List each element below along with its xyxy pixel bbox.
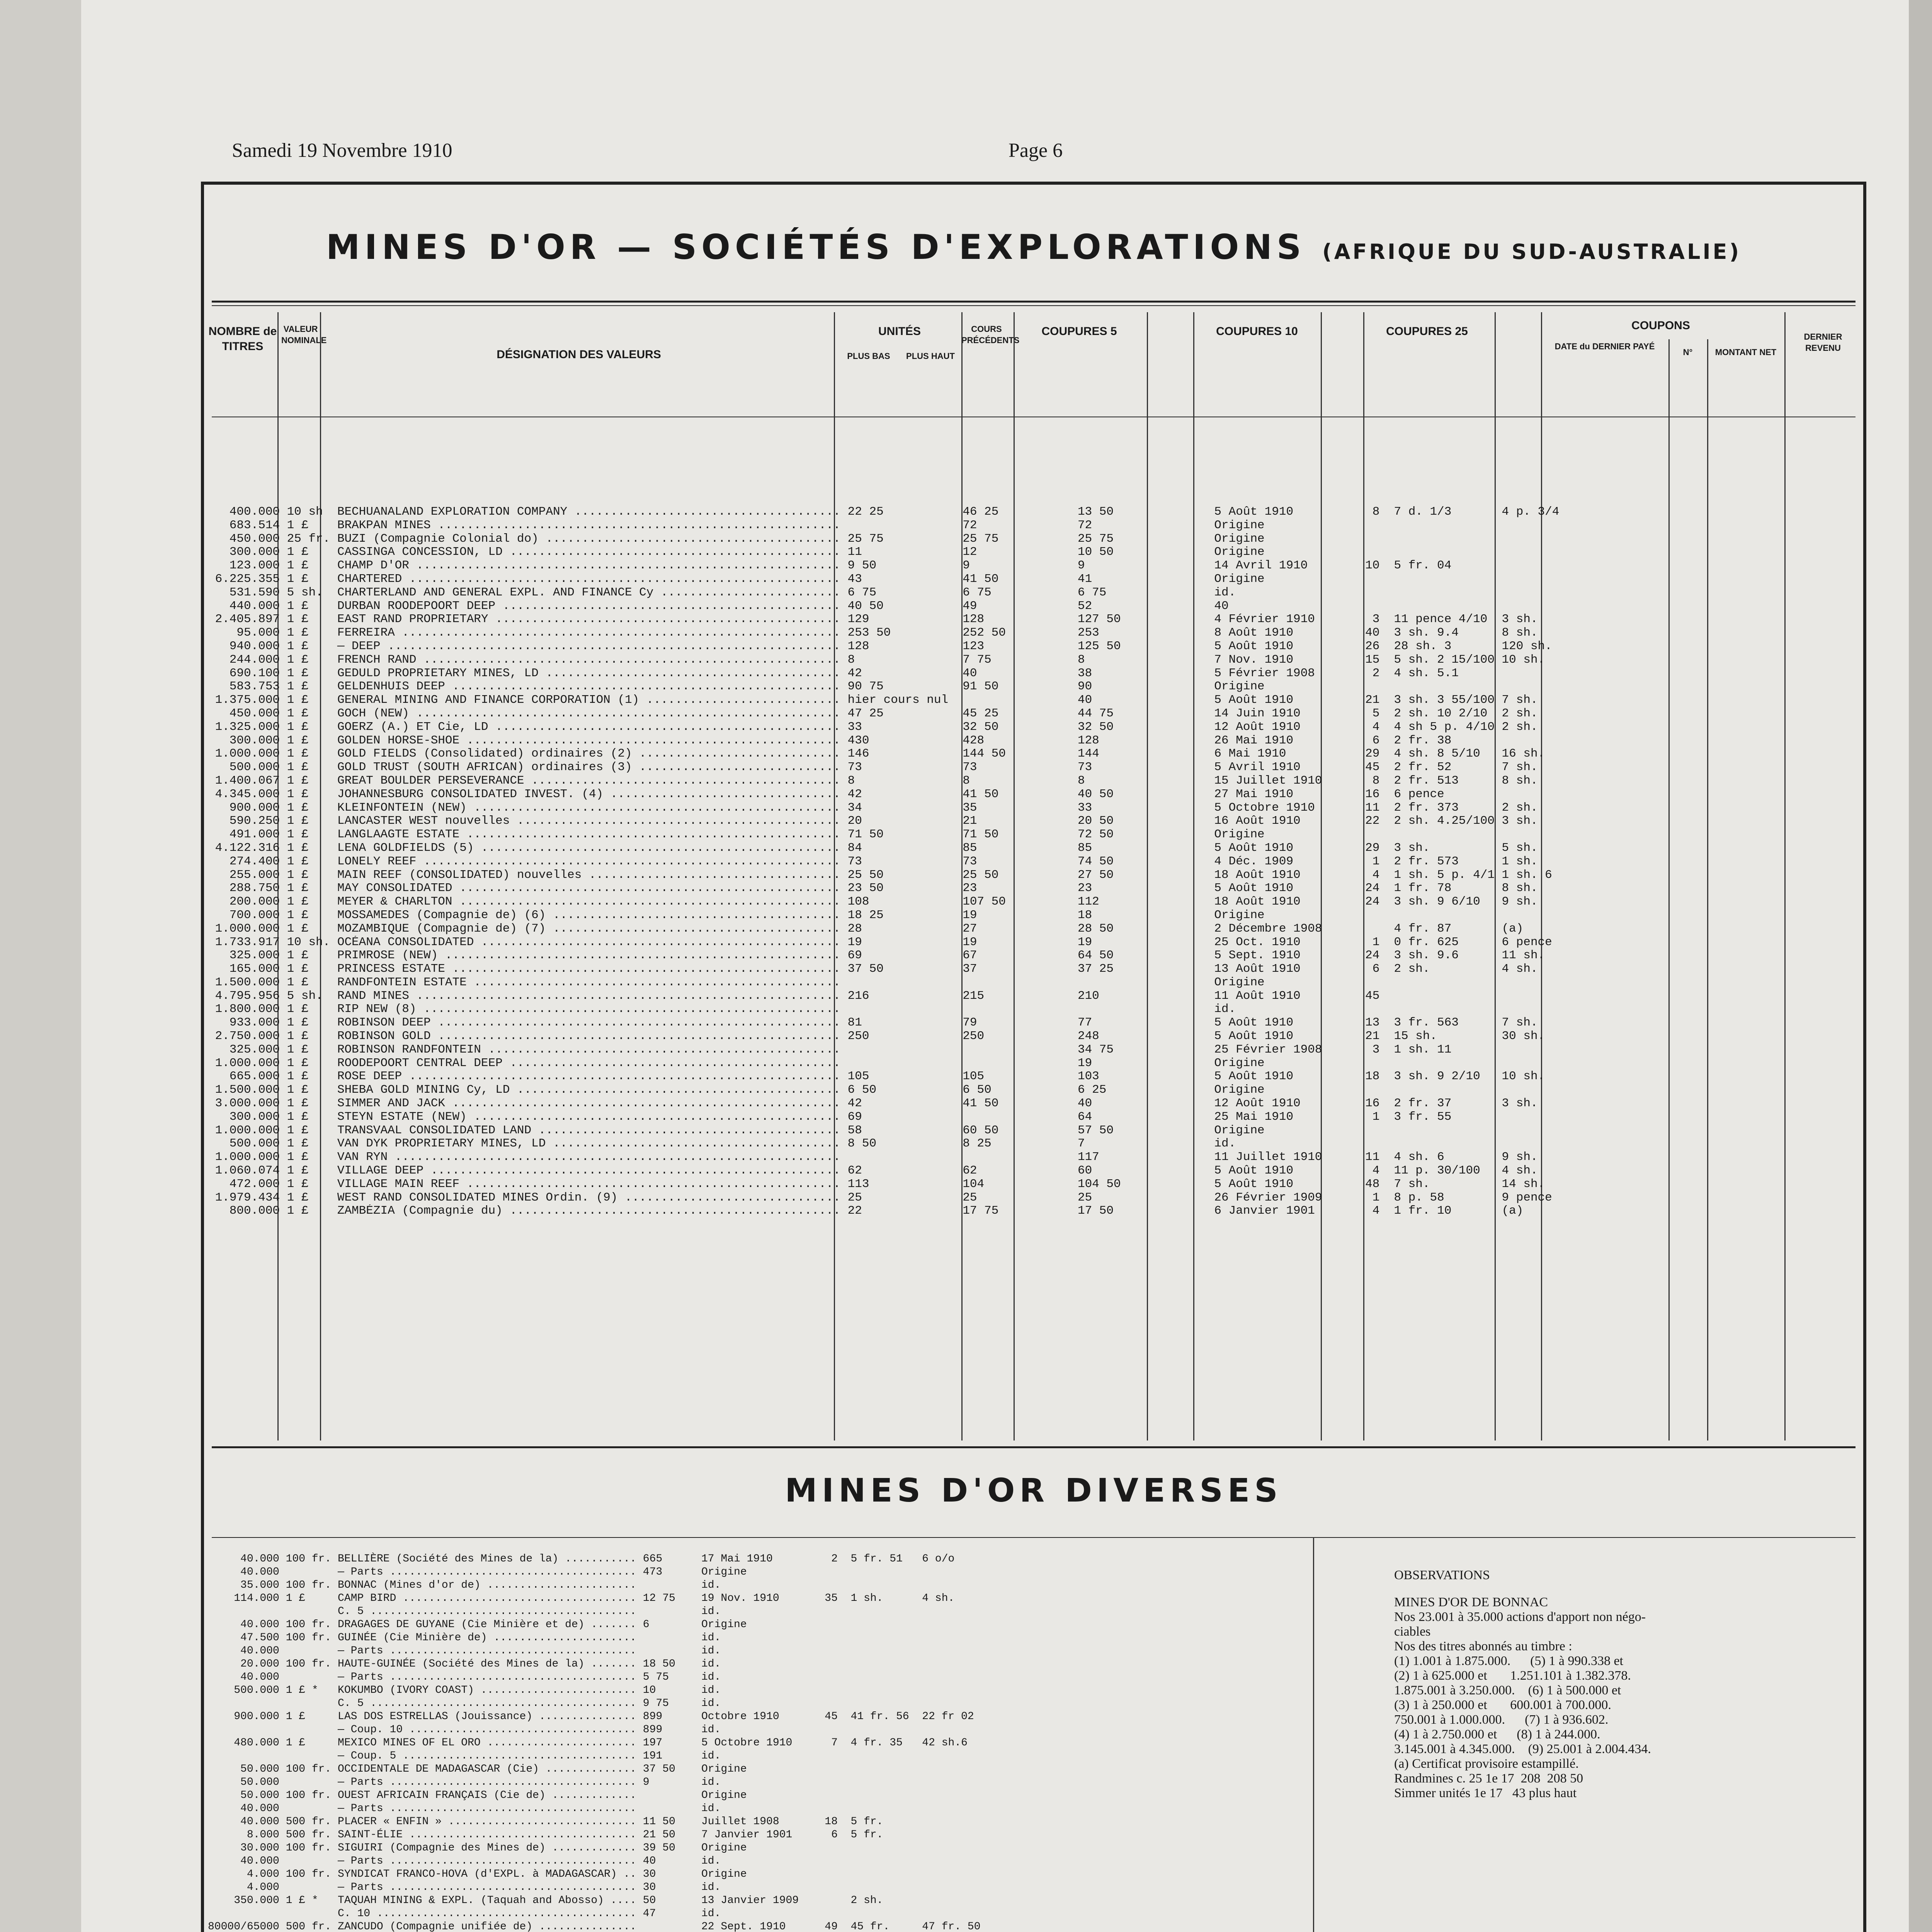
col-coupon-date: DATE du DERNIER PAYÉ xyxy=(1554,342,1655,351)
diverses-row: 350.000 1 £ * TAQUAH MINING & EXPL. (Taquah and Abosso) .... 50 13 Janvier 1909 2 sh. xyxy=(208,1895,981,1906)
diverses-row: 480.000 1 £ MEXICO MINES OF EL ORO ....................... 197 5 Octobre 1910 7 4 fr. 35 42 sh.6 xyxy=(208,1737,981,1749)
mines-row: 255.000 1 £ MAIN REEF (CONSOLIDATED) nouvelles ................................... 25 50 25 50 27 50 18 Août 1910 4 1 sh. 5 p. 4/1 1 sh. 6 xyxy=(208,868,1560,882)
diverses-row: 47.500 100 fr. GUINÉE (Cie Minière de) ...................... id. xyxy=(208,1632,981,1644)
mines-row: 683.514 1 £ BRAKPAN MINES ........................................................ 72 72 Origine xyxy=(208,519,1560,532)
mines-row: 450.000 1 £ GOCH (NEW) ........................................................... 47 25 45 25 44 75 14 Juin 1910 5 2 sh. 10 2/10 2 sh. xyxy=(208,707,1560,720)
mines-row: 4.345.000 1 £ JOHANNESBURG CONSOLIDATED INVEST. (4) ................................ 42 41 50 40 50 27 Mai 1910 16 6 pence xyxy=(208,787,1560,801)
mines-row: 531.590 5 sh. CHARTERLAND AND GENERAL EXPL. AND FINANCE Cy ......................... 6 75 6 75 6 75 id. xyxy=(208,586,1560,599)
diverses-rule xyxy=(212,1537,1855,1538)
diverses-row: 35.000 100 fr. BONNAC (Mines d'or de) ....................... id. xyxy=(208,1579,981,1591)
diverses-row: C. 10 ........................................ 47 id. xyxy=(208,1908,981,1920)
mines-row: 690.100 1 £ GEDULD PROPRIETARY MINES, LD ......................................... 42 40 38 5 Février 1908 2 4 sh. 5.1 xyxy=(208,667,1560,680)
mines-row: 300.000 1 £ GOLDEN HORSE-SHOE .................................................... 430 428 128 26 Mai 1910 6 2 fr. 38 xyxy=(208,734,1560,747)
section-rule xyxy=(212,1446,1855,1448)
mines-row: 95.000 1 £ FERREIRA ............................................................. 253 50 252 50 253 8 Août 1910 40 3 sh. 9.4 8 sh. xyxy=(208,626,1560,640)
mines-row: 700.000 1 £ MOSSAMEDES (Compagnie de) (6) ........................................ 18 25 19 18 Origine xyxy=(208,908,1560,922)
mines-row: 800.000 1 £ ZAMBÉZIA (Compagnie du) .............................................. 22 17 75 17 50 6 Janvier 1901 4 1 fr. 10 (a) xyxy=(208,1204,1560,1218)
observation-line: MINES D'OR DE BONNAC xyxy=(1394,1595,1548,1609)
mines-row: 1.375.000 1 £ GENERAL MINING AND FINANCE CORPORATION (1) ........................... hier cours nul 40 5 Août 1910 21 3 sh. 3 55/100 7 sh. xyxy=(208,694,1560,707)
col-valeur: VALEUR NOMINALE xyxy=(281,324,327,345)
page-title xyxy=(204,227,1863,267)
mines-row: 500.000 1 £ GOLD TRUST (SOUTH AFRICAN) ordinaires (3) ............................ 73 73 73 5 Avril 1910 45 2 fr. 52 7 sh. xyxy=(208,761,1560,774)
col-coupon-no: N° xyxy=(1683,347,1693,357)
diverses-row: — Coup. 5 .................................... 191 id. xyxy=(208,1750,981,1762)
col-coupures-5: COUPURES 5 xyxy=(1041,325,1117,338)
diverses-row: 40.000 — Parts ...................................... id. xyxy=(208,1645,981,1657)
observation-line: Nos 23.001 à 35.000 actions d'apport non négo- xyxy=(1394,1610,1646,1624)
observations-title: OBSERVATIONS xyxy=(1394,1568,1490,1582)
vline xyxy=(1313,1537,1314,1932)
diverses-table-body xyxy=(208,1553,1328,1932)
mines-row: 1.800.000 1 £ RIP NEW (8) .......................................................... id. xyxy=(208,1003,1560,1016)
diverses-title: MINES D'OR DIVERSES xyxy=(785,1471,1282,1509)
observation-line: Simmer unités 1e 17 43 plus haut xyxy=(1394,1786,1577,1800)
col-coupons: COUPONS xyxy=(1631,319,1690,332)
mines-row: 472.000 1 £ VILLAGE MAIN REEF .................................................... 113 104 104 50 5 Août 1910 48 7 sh. 14 sh. xyxy=(208,1177,1560,1191)
diverses-row: 40.000 — Parts ...................................... id. xyxy=(208,1803,981,1815)
mines-row: 1.325.000 1 £ GOERZ (A.) ET Cie, LD ................................................ 33 32 50 32 50 12 Août 1910 4 4 sh 5 p. 4/10 2 sh. xyxy=(208,720,1560,734)
mines-row: 1.000.000 1 £ ROODEPOORT CENTRAL DEEP .............................................. 19 Origine xyxy=(208,1056,1560,1070)
title-main: MINES D'OR — SOCIÉTÉS D'EXPLORATIONS xyxy=(326,227,1306,267)
observation-line: (1) 1.001 à 1.875.000. (5) 1 à 990.338 et xyxy=(1394,1654,1624,1668)
diverses-row: — Coup. 10 ................................... 899 id. xyxy=(208,1724,981,1736)
header-date: Samedi 19 Novembre 1910 xyxy=(232,139,452,162)
mines-row: 288.750 1 £ MAY CONSOLIDATED ..................................................... 23 50 23 23 5 Août 1910 24 1 fr. 78 8 sh. xyxy=(208,882,1560,895)
diverses-row: 500.000 1 £ * KOKUMBO (IVORY COAST) ........................ 10 id. xyxy=(208,1684,981,1696)
col-plus-bas: PLUS BAS xyxy=(847,351,890,361)
mines-row: 940.000 1 £ — DEEP ............................................................... 128 123 125 50 5 Août 1910 26 28 sh. 3 120 sh. xyxy=(208,639,1560,653)
mines-row: 933.000 1 £ ROBINSON DEEP ........................................................ 81 79 77 5 Août 1910 13 3 fr. 563 7 sh. xyxy=(208,1016,1560,1030)
observation-line: ciables xyxy=(1394,1624,1431,1639)
col-coupures-25: COUPURES 25 xyxy=(1386,325,1468,338)
mines-row: 6.225.355 1 £ CHARTERED ............................................................ 43 41 50 41 Origine xyxy=(208,572,1560,586)
mines-row: 1.000.000 1 £ TRANSVAAL CONSOLIDATED LAND .......................................... 58 60 50 57 50 Origine xyxy=(208,1124,1560,1137)
col-coupures-10: COUPURES 10 xyxy=(1216,325,1298,338)
mines-row: 300.000 1 £ STEYN ESTATE (NEW) ................................................... 69 64 25 Mai 1910 1 3 fr. 55 xyxy=(208,1110,1560,1124)
diverses-row: C. 5 ......................................... 9 75 id. xyxy=(208,1697,981,1709)
page-gutter xyxy=(0,0,81,1932)
col-dernier-revenu: DERNIER REVENU xyxy=(1804,332,1842,353)
mines-row: 300.000 1 £ CASSINGA CONCESSION, LD .............................................. 11 12 10 50 Origine xyxy=(208,546,1560,559)
col-nombre: NOMBRE de TITRES xyxy=(208,325,277,353)
diverses-row: 40.000 100 fr. BELLIÈRE (Société des Mines de la) ........... 665 17 Mai 1910 2 5 fr. 51 6 o/o xyxy=(208,1553,981,1565)
diverses-row: 4.000 100 fr. SYNDICAT FRANCO-HOVA (d'EXPL. à MADAGASCAR) .. 30 Origine xyxy=(208,1868,981,1880)
mines-row: 590.250 1 £ LANCASTER WEST nouvelles ............................................. 20 21 20 50 16 Août 1910 22 2 sh. 4.25/100 3 sh. xyxy=(208,815,1560,828)
observation-line: (2) 1 à 625.000 et 1.251.101 à 1.382.378. xyxy=(1394,1668,1631,1683)
diverses-row: C. 5 ......................................... id. xyxy=(208,1605,981,1617)
diverses-row: 50.000 — Parts ...................................... 9 id. xyxy=(208,1776,981,1788)
mines-row: 583.753 1 £ GELDENHUIS DEEP ...................................................... 90 75 91 50 90 Origine xyxy=(208,680,1560,694)
mines-table-body xyxy=(208,505,1858,1218)
mines-row: 450.000 25 fr. BUZI (Compagnie Colonial do) ......................................... 25 75 25 75 25 75 Origine xyxy=(208,532,1560,546)
mines-row: 3.000.000 1 £ SIMMER AND JACK ...................................................... 42 41 50 40 12 Août 1910 16 2 fr. 37 3 sh. xyxy=(208,1097,1560,1111)
mines-row: 2.405.897 1 £ EAST RAND PROPRIETARY ................................................ 129 128 127 50 4 Février 1910 3 11 pence 4/10 3 sh. xyxy=(208,613,1560,626)
mines-row: 123.000 1 £ CHAMP D'OR ........................................................... 9 50 9 9 14 Avril 1910 10 5 fr. 04 xyxy=(208,559,1560,573)
title-rule xyxy=(212,301,1855,303)
diverses-row: 8.000 500 fr. SAINT-ÉLIE ................................... 21 50 7 Janvier 1901 6 5 fr. xyxy=(208,1829,981,1841)
mines-row: 1.060.074 1 £ VILLAGE DEEP ......................................................... 62 62 60 5 Août 1910 4 11 p. 30/100 4 sh. xyxy=(208,1164,1560,1178)
observation-line: (4) 1 à 2.750.000 et (8) 1 à 244.000. xyxy=(1394,1727,1600,1742)
mines-row: 400.000 10 sh BECHUANALAND EXPLORATION COMPANY ..................................... 22 25 46 25 13 50 5 Août 1910 8 7 d. 1/3 4 p. 3/4 xyxy=(208,505,1560,519)
header-page: Page 6 xyxy=(1009,139,1063,162)
mines-row: 900.000 1 £ KLEINFONTEIN (NEW) ................................................... 34 35 33 5 Octobre 1910 11 2 fr. 373 2 sh. xyxy=(208,801,1560,815)
mines-row: 1.500.000 1 £ RANDFONTEIN ESTATE ................................................... Origine xyxy=(208,976,1560,989)
observation-line: 1.875.001 à 3.250.000. (6) 1 à 500.000 et xyxy=(1394,1683,1621,1697)
diverses-row: 50.000 100 fr. OUEST AFRICAIN FRANÇAIS (Cie de) ............. Origine xyxy=(208,1789,981,1801)
mines-row: 440.000 1 £ DURBAN ROODEPOORT DEEP ............................................... 40 50 49 52 40 xyxy=(208,599,1560,613)
mines-row: 1.000.000 1 £ GOLD FIELDS (Consolidated) ordinaires (2) ............................ 146 144 50 144 6 Mai 1910 29 4 sh. 8 5/10 16 sh. xyxy=(208,747,1560,761)
title-rule-thin xyxy=(212,305,1855,306)
diverses-row: 20.000 100 fr. HAUTE-GUINÉE (Société des Mines de la) ....... 18 50 id. xyxy=(208,1658,981,1670)
observation-line: (a) Certificat provisoire estampillé. xyxy=(1394,1757,1579,1771)
mines-row: 200.000 1 £ MEYER & CHARLTON ..................................................... 108 107 50 112 18 Août 1910 24 3 sh. 9 6/10 9 sh. xyxy=(208,895,1560,909)
mines-row: 165.000 1 £ PRINCESS ESTATE ...................................................... 37 50 37 37 25 13 Août 1910 6 2 sh. 4 sh. xyxy=(208,963,1560,976)
mines-row: 1.733.917 10 sh. OCÉANA CONSOLIDATED .................................................. 19 19 19 25 Oct. 1910 1 0 fr. 625 6 pence xyxy=(208,935,1560,949)
diverses-row: 80000/65000 500 fr. ZANCUDO (Compagnie unifiée de) ............... 22 Sept. 1910 49 45 fr. 47 fr. 50 xyxy=(208,1921,981,1932)
mines-row: 500.000 1 £ VAN DYK PROPRIETARY MINES, LD ........................................ 8 50 8 25 7 id. xyxy=(208,1137,1560,1151)
main-frame xyxy=(201,182,1866,1932)
diverses-row: 50.000 100 fr. OCCIDENTALE DE MADAGASCAR (Cie) .............. 37 50 Origine xyxy=(208,1763,981,1775)
col-unites: UNITÉS xyxy=(878,325,921,338)
mines-row: 1.000.000 1 £ VAN RYN .............................................................. 117 11 Juillet 1910 11 4 sh. 6 9 sh. xyxy=(208,1151,1560,1164)
diverses-row: 40.000 — Parts ...................................... 40 id. xyxy=(208,1855,981,1867)
col-designation: DÉSIGNATION DES VALEURS xyxy=(497,348,661,361)
diverses-row: 40.000 — Parts ...................................... 5 75 id. xyxy=(208,1671,981,1683)
mines-row: 244.000 1 £ FRENCH RAND .......................................................... 8 7 75 8 7 Nov. 1910 15 5 sh. 2 15/100 10 sh. xyxy=(208,653,1560,667)
mines-row: 1.000.000 1 £ MOZAMBIQUE (Compagnie de) (7) ........................................ 28 27 28 50 2 Décembre 1908 4 fr. 87 (a) xyxy=(208,922,1560,935)
mines-row: 325.000 1 £ ROBINSON RANDFONTEIN ................................................. 34 75 25 Février 1908 3 1 sh. 11 xyxy=(208,1043,1560,1056)
mines-row: 491.000 1 £ LANGLAAGTE ESTATE .................................................... 71 50 71 50 72 50 Origine xyxy=(208,828,1560,842)
diverses-row: 900.000 1 £ LAS DOS ESTRELLAS (Jouissance) ............... 899 Octobre 1910 45 41 fr. 56 22 fr 02 xyxy=(208,1711,981,1723)
mines-row: 1.500.000 1 £ SHEBA GOLD MINING Cy, LD ............................................. 6 50 6 50 6 25 Origine xyxy=(208,1083,1560,1097)
observation-line: Randmines c. 25 1e 17 208 208 50 xyxy=(1394,1771,1583,1786)
col-plus-haut: PLUS HAUT xyxy=(906,351,955,361)
mines-row: 1.979.434 1 £ WEST RAND CONSOLIDATED MINES Ordin. (9) .............................. 25 25 25 26 Février 1909 1 8 p. 58 9 pence xyxy=(208,1191,1560,1204)
col-coupon-montant: MONTANT NET xyxy=(1715,347,1777,357)
diverses-row: 40.000 100 fr. DRAGAGES DE GUYANE (Cie Minière et de) ....... 6 Origine xyxy=(208,1619,981,1631)
mines-row: 4.795.956 5 sh. RAND MINES ........................................................... 216 215 210 11 Août 1910 45 xyxy=(208,989,1560,1003)
mines-row: 1.400.067 1 £ GREAT BOULDER PERSEVERANCE ........................................... 8 8 8 15 Juillet 1910 8 2 fr. 513 8 sh. xyxy=(208,774,1560,787)
observation-line: Nos des titres abonnés au timbre : xyxy=(1394,1639,1572,1653)
mines-row: 274.400 1 £ LONELY REEF .......................................................... 73 73 74 50 4 Déc. 1909 1 2 fr. 573 1 sh. xyxy=(208,855,1560,868)
diverses-row: 4.000 — Parts ...................................... 30 id. xyxy=(208,1881,981,1893)
mines-row: 325.000 1 £ PRIMROSE (NEW) ....................................................... 69 67 64 50 5 Sept. 1910 24 3 sh. 9.6 11 sh. xyxy=(208,949,1560,963)
diverses-row: 40.000 500 fr. PLACER « ENFIN » ............................. 11 50 Juillet 1908 18 5 fr. xyxy=(208,1816,981,1828)
observation-line: (3) 1 à 250.000 et 600.001 à 700.000. xyxy=(1394,1698,1611,1712)
col-cours: COURS PRÉCÉDENTS xyxy=(961,324,1020,345)
observation-line: 750.001 à 1.000.000. (7) 1 à 936.602. xyxy=(1394,1713,1609,1727)
mines-row: 2.750.000 1 £ ROBINSON GOLD ........................................................ 250 250 248 5 Août 1910 21 15 sh. 30 sh. xyxy=(208,1030,1560,1043)
diverses-row: 114.000 1 £ CAMP BIRD .................................... 12 75 19 Nov. 1910 35 1 sh. 4 sh. xyxy=(208,1592,981,1604)
page-edge xyxy=(1909,0,1932,1932)
observation-line: 3.145.001 à 4.345.000. (9) 25.001 à 2.004.434. xyxy=(1394,1742,1651,1756)
diverses-row: 40.000 — Parts ...................................... 473 Origine xyxy=(208,1566,981,1578)
observations-block xyxy=(1394,1595,1651,1801)
mines-row: 665.000 1 £ ROSE DEEP ............................................................ 105 105 103 5 Août 1910 18 3 sh. 9 2/10 10 sh. xyxy=(208,1070,1560,1083)
title-suffix: (AFRIQUE DU SUD-AUSTRALIE) xyxy=(1322,240,1742,264)
diverses-row: 30.000 100 fr. SIGUIRI (Compagnie des Mines de) ............. 39 50 Origine xyxy=(208,1842,981,1854)
mines-row: 4.122.316 1 £ LENA GOLDFIELDS (5) .................................................. 84 85 85 5 Août 1910 29 3 sh. 5 sh. xyxy=(208,841,1560,855)
